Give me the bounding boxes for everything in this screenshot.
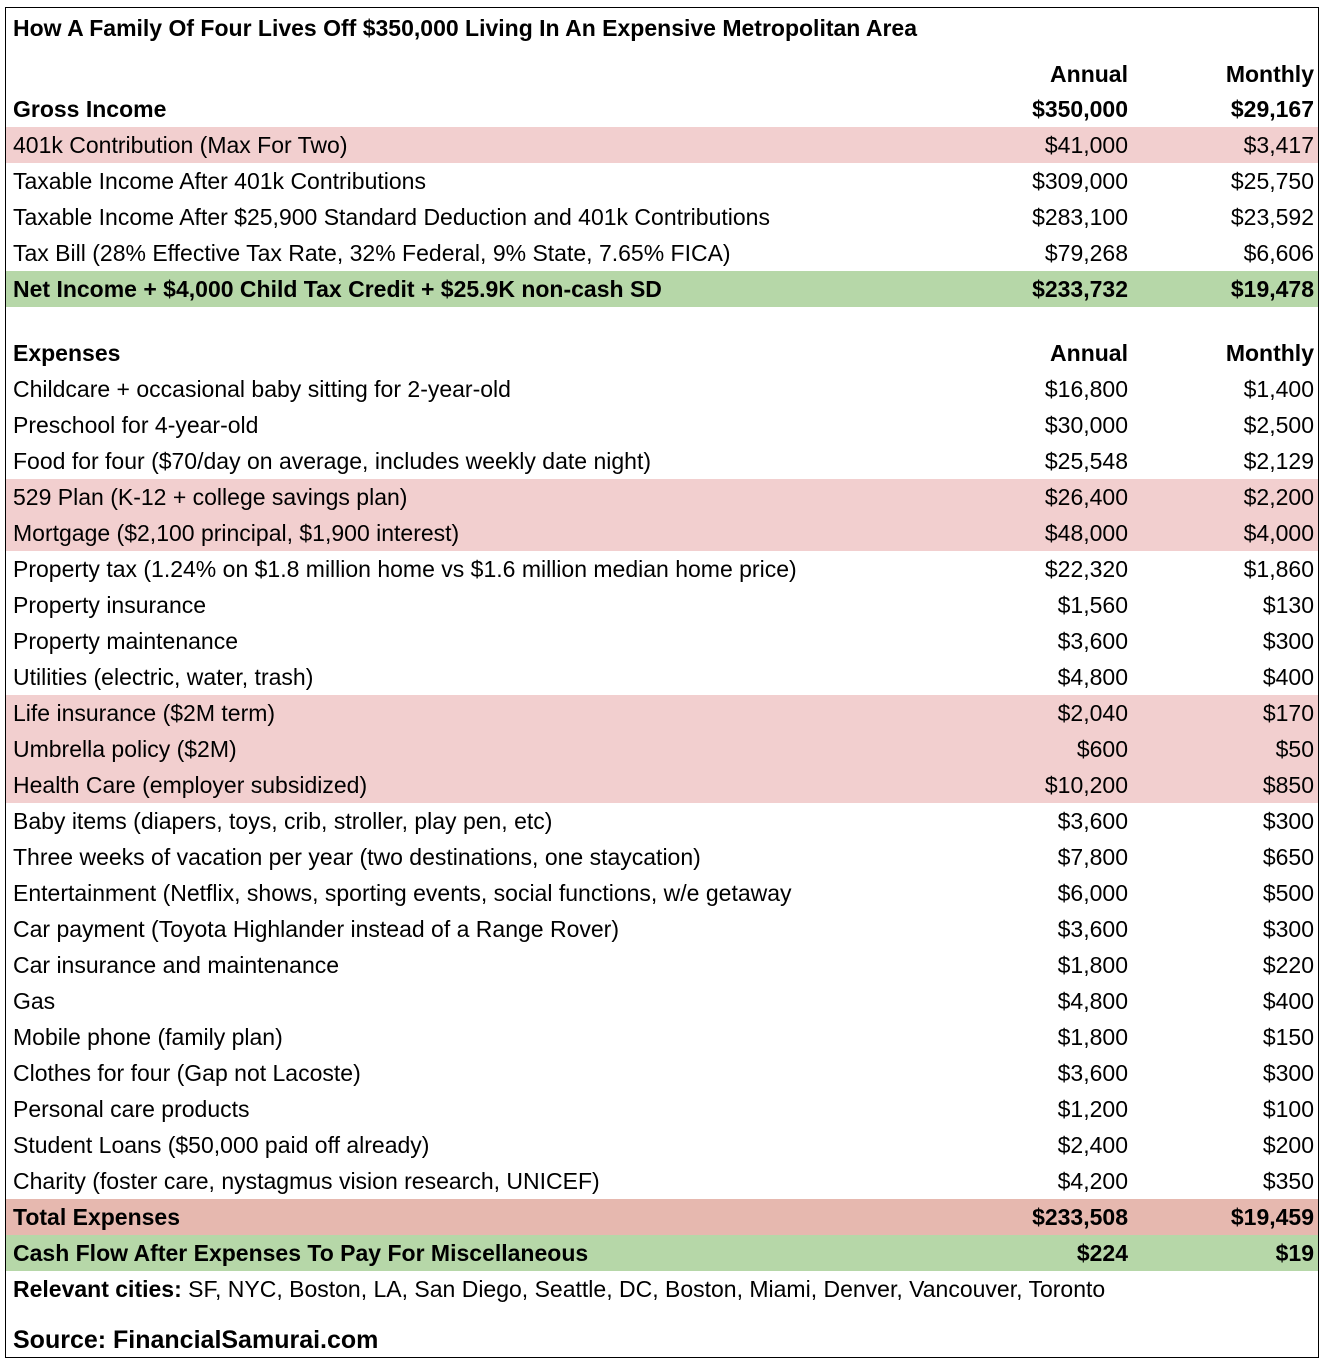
budget-table bbox=[5, 7, 1319, 1358]
annual-value: $4,200 bbox=[1057, 1168, 1128, 1194]
row-label: Gas bbox=[13, 988, 56, 1014]
row-label: Cash Flow After Expenses To Pay For Miscellaneous bbox=[13, 1240, 589, 1266]
monthly-value: $400 bbox=[1262, 988, 1314, 1014]
row-label: 529 Plan (K-12 + college savings plan) bbox=[13, 484, 408, 510]
annual-value: $22,320 bbox=[1044, 556, 1128, 582]
income-column-header bbox=[6, 56, 1318, 92]
annual-value: $1,800 bbox=[1057, 952, 1128, 978]
annual-header: Annual bbox=[1050, 340, 1128, 366]
row-label: Baby items (diapers, toys, crib, stroller, play pen, etc) bbox=[13, 808, 553, 834]
monthly-value: $300 bbox=[1262, 916, 1314, 942]
annual-value: $309,000 bbox=[1032, 168, 1128, 194]
monthly-value: $1,860 bbox=[1243, 556, 1314, 582]
income-row-tax-bill bbox=[6, 235, 1318, 271]
row-label: Utilities (electric, water, trash) bbox=[13, 664, 314, 690]
expense-row bbox=[6, 587, 1318, 623]
expense-row bbox=[6, 1091, 1318, 1127]
annual-value: $3,600 bbox=[1057, 1060, 1128, 1086]
annual-value: $41,000 bbox=[1044, 132, 1128, 158]
annual-value: $30,000 bbox=[1044, 412, 1128, 438]
monthly-value: $29,167 bbox=[1230, 96, 1314, 122]
row-label: Food for four ($70/day on average, includes weekly date night) bbox=[13, 448, 651, 474]
expense-row bbox=[6, 839, 1318, 875]
row-label: Property maintenance bbox=[13, 628, 239, 654]
monthly-value: $400 bbox=[1262, 664, 1314, 690]
expenses-header-row bbox=[6, 335, 1318, 371]
monthly-value: $3,417 bbox=[1243, 132, 1314, 158]
monthly-value: $50 bbox=[1275, 736, 1314, 762]
expenses-heading: Expenses bbox=[13, 340, 121, 366]
expense-row bbox=[6, 551, 1318, 587]
total-expenses-row bbox=[6, 1199, 1318, 1235]
monthly-value: $2,129 bbox=[1243, 448, 1314, 474]
row-label: Clothes for four (Gap not Lacoste) bbox=[13, 1060, 361, 1086]
income-row-401k bbox=[6, 127, 1318, 163]
monthly-value: $4,000 bbox=[1243, 520, 1314, 546]
monthly-value: $150 bbox=[1262, 1024, 1314, 1050]
monthly-value: $100 bbox=[1262, 1096, 1314, 1122]
monthly-value: $1,400 bbox=[1243, 376, 1314, 402]
annual-value: $233,508 bbox=[1032, 1204, 1128, 1230]
row-label: Three weeks of vacation per year (two destinations, one staycation) bbox=[13, 844, 701, 870]
row-label: Childcare + occasional baby sitting for 2-year-old bbox=[13, 376, 511, 402]
annual-value: $224 bbox=[1076, 1240, 1128, 1266]
expense-row bbox=[6, 767, 1318, 803]
annual-value: $10,200 bbox=[1044, 772, 1128, 798]
expense-row bbox=[6, 875, 1318, 911]
row-label: Life insurance ($2M term) bbox=[13, 700, 276, 726]
annual-value: $48,000 bbox=[1044, 520, 1128, 546]
monthly-value: $19,459 bbox=[1230, 1204, 1314, 1230]
expense-row bbox=[6, 1055, 1318, 1091]
expense-row bbox=[6, 407, 1318, 443]
expense-row bbox=[6, 1163, 1318, 1199]
annual-value: $1,800 bbox=[1057, 1024, 1128, 1050]
annual-value: $2,040 bbox=[1057, 700, 1128, 726]
cash-flow-row bbox=[6, 1235, 1318, 1271]
annual-value: $16,800 bbox=[1044, 376, 1128, 402]
monthly-value: $25,750 bbox=[1230, 168, 1314, 194]
expense-row bbox=[6, 479, 1318, 515]
annual-value: $350,000 bbox=[1032, 96, 1128, 122]
monthly-header: Monthly bbox=[1225, 340, 1314, 366]
net-income-row bbox=[6, 271, 1318, 307]
annual-value: $7,800 bbox=[1057, 844, 1128, 870]
annual-value: $26,400 bbox=[1044, 484, 1128, 510]
row-label: Personal care products bbox=[13, 1096, 250, 1122]
annual-value: $25,548 bbox=[1044, 448, 1128, 474]
expense-row bbox=[6, 983, 1318, 1019]
row-label: Property insurance bbox=[13, 592, 207, 618]
row-label: Entertainment (Netflix, shows, sporting events, social functions, w/e getaway bbox=[13, 880, 792, 906]
annual-value: $2,400 bbox=[1057, 1132, 1128, 1158]
monthly-header: Monthly bbox=[1225, 61, 1314, 87]
row-label: Mortgage ($2,100 principal, $1,900 interest) bbox=[13, 520, 460, 546]
annual-value: $3,600 bbox=[1057, 808, 1128, 834]
monthly-value: $350 bbox=[1262, 1168, 1314, 1194]
monthly-value: $23,592 bbox=[1230, 204, 1314, 230]
expense-row bbox=[6, 731, 1318, 767]
annual-value: $4,800 bbox=[1057, 988, 1128, 1014]
row-label: Preschool for 4-year-old bbox=[13, 412, 259, 438]
row-label: Health Care (employer subsidized) bbox=[13, 772, 368, 798]
expense-row bbox=[6, 659, 1318, 695]
monthly-value: $2,200 bbox=[1243, 484, 1314, 510]
row-label: Taxable Income After $25,900 Standard Deduction and 401k Contributions bbox=[13, 204, 770, 230]
monthly-value: $19 bbox=[1275, 1240, 1314, 1266]
monthly-value: $500 bbox=[1262, 880, 1314, 906]
expense-row bbox=[6, 623, 1318, 659]
page-title: How A Family Of Four Lives Off $350,000 Living In An Expensive Metropolitan Area bbox=[13, 15, 918, 41]
row-label: Total Expenses bbox=[13, 1204, 181, 1230]
monthly-value: $850 bbox=[1262, 772, 1314, 798]
monthly-value: $300 bbox=[1262, 1060, 1314, 1086]
annual-value: $3,600 bbox=[1057, 916, 1128, 942]
row-label: 401k Contribution (Max For Two) bbox=[13, 132, 348, 158]
annual-value: $6,000 bbox=[1057, 880, 1128, 906]
row-label: Student Loans ($50,000 paid off already) bbox=[13, 1132, 430, 1158]
monthly-value: $300 bbox=[1262, 808, 1314, 834]
row-label: Tax Bill (28% Effective Tax Rate, 32% Federal, 9% State, 7.65% FICA) bbox=[13, 240, 731, 266]
expense-row bbox=[6, 695, 1318, 731]
row-label: Net Income + $4,000 Child Tax Credit + $25.9K non-cash SD bbox=[13, 276, 662, 302]
row-label: Umbrella policy ($2M) bbox=[13, 736, 237, 762]
row-label: Taxable Income After 401k Contributions bbox=[13, 168, 426, 194]
monthly-value: $170 bbox=[1262, 700, 1314, 726]
annual-value: $79,268 bbox=[1044, 240, 1128, 266]
expense-row bbox=[6, 443, 1318, 479]
annual-header: Annual bbox=[1050, 61, 1128, 87]
monthly-value: $650 bbox=[1262, 844, 1314, 870]
row-label: Charity (foster care, nystagmus vision research, UNICEF) bbox=[13, 1168, 600, 1194]
monthly-value: $130 bbox=[1262, 592, 1314, 618]
monthly-value: $2,500 bbox=[1243, 412, 1314, 438]
expense-row bbox=[6, 911, 1318, 947]
row-label: Car insurance and maintenance bbox=[13, 952, 340, 978]
row-label: Property tax (1.24% on $1.8 million home vs $1.6 million median home price) bbox=[13, 556, 797, 582]
row-label: Gross Income bbox=[13, 96, 167, 122]
annual-value: $3,600 bbox=[1057, 628, 1128, 654]
annual-value: $1,200 bbox=[1057, 1096, 1128, 1122]
monthly-value: $19,478 bbox=[1230, 276, 1314, 302]
monthly-value: $6,606 bbox=[1243, 240, 1314, 266]
gross-income-row bbox=[6, 91, 1318, 127]
expense-row bbox=[6, 1019, 1318, 1055]
source-credit: Source: FinancialSamurai.com bbox=[13, 1326, 379, 1354]
cities-label: Relevant cities: bbox=[13, 1276, 182, 1302]
row-label: Mobile phone (family plan) bbox=[13, 1024, 283, 1050]
expense-row bbox=[6, 515, 1318, 551]
expense-row bbox=[6, 803, 1318, 839]
monthly-value: $300 bbox=[1262, 628, 1314, 654]
annual-value: $600 bbox=[1076, 736, 1128, 762]
monthly-value: $200 bbox=[1262, 1132, 1314, 1158]
row-label: Car payment (Toyota Highlander instead of a Range Rover) bbox=[13, 916, 619, 942]
annual-value: $283,100 bbox=[1032, 204, 1128, 230]
monthly-value: $220 bbox=[1262, 952, 1314, 978]
relevant-cities bbox=[13, 1271, 1105, 1307]
annual-value: $4,800 bbox=[1057, 664, 1128, 690]
income-row-taxable-after-deduction bbox=[6, 199, 1318, 235]
annual-value: $233,732 bbox=[1032, 276, 1128, 302]
cities-list: SF, NYC, Boston, LA, San Diego, Seattle, DC, Boston, Miami, Denver, Vancouver, Toronto bbox=[181, 1276, 1106, 1302]
annual-value: $1,560 bbox=[1057, 592, 1128, 618]
expense-row bbox=[6, 371, 1318, 407]
income-row-taxable bbox=[6, 163, 1318, 199]
expense-row bbox=[6, 1127, 1318, 1163]
expense-row bbox=[6, 947, 1318, 983]
